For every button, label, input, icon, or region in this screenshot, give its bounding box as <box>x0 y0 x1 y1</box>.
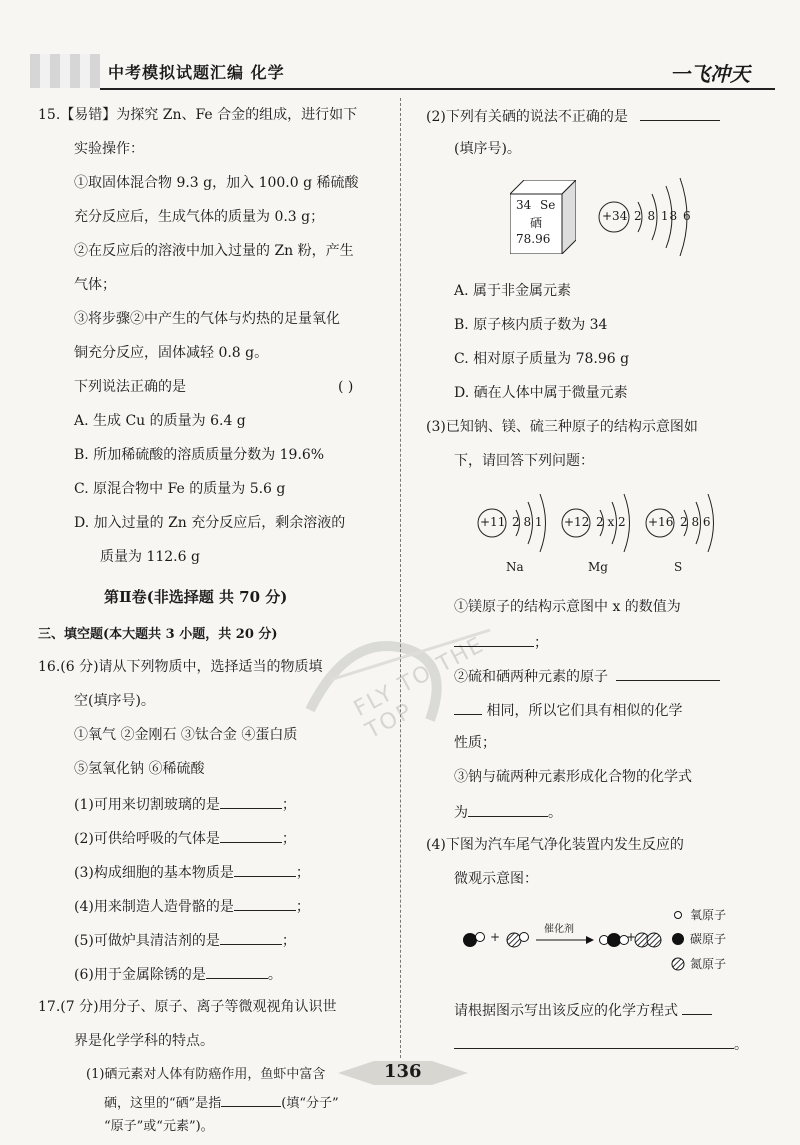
section-title: 第Ⅱ卷(非选择题 共 70 分) <box>104 588 288 606</box>
q16-sub5: (5)可做炉具清洁剂的是 ； <box>74 930 296 950</box>
q17-sub1b: 硒，这里的“硒”是指 (填“分子” <box>104 1092 339 1113</box>
q16-sub6: (6)用于金属除锈的是 。 <box>74 964 282 984</box>
cube-mass: 78.96 <box>516 232 551 246</box>
q15-option-d[interactable]: D. 加入过量的 Zn 充分反应后，剩余溶液的 <box>74 515 346 531</box>
q4-line3: 请根据图示写出该反应的化学方程式 <box>454 1000 712 1020</box>
q17-line1: 17.(7 分)用分子、原子、离子等微观视角认识世 <box>38 999 337 1015</box>
header-title: 中考模拟试题汇编 化学 <box>108 63 285 82</box>
legend-carbon: 碳原子 <box>690 932 727 946</box>
header-bar <box>30 50 775 96</box>
page-number: 136 <box>384 1061 422 1082</box>
q16-blank3[interactable] <box>234 862 296 877</box>
s-label: S <box>674 560 683 574</box>
q3-sub3-line2: 为 。 <box>454 802 562 822</box>
q16-line1: 16.(6 分)请从下列物质中，选择适当的物质填 <box>38 659 323 675</box>
q16-line2: 空(填序号)。 <box>74 693 155 709</box>
na-shell-values: 2 8 1 <box>512 515 543 529</box>
q16-options2: ⑤氢氧化钠 ⑥稀硫酸 <box>74 761 205 777</box>
q4-line4: 。 <box>454 1034 748 1054</box>
q16-sub3: (3)构成细胞的基本物质是 ； <box>74 862 310 882</box>
q3-sub2-line2: 相同，所以它们具有相似的化学 <box>454 700 682 720</box>
q17-line2: 界是化学学科的特点。 <box>74 1033 214 1049</box>
cube-name: 硒 <box>530 216 543 230</box>
na-label: Na <box>506 560 524 574</box>
mg-shell-values: 2 x 2 <box>596 515 626 529</box>
legend-nitrogen: 氮原子 <box>690 957 727 971</box>
q16-blank2[interactable] <box>220 828 282 843</box>
legend-oxygen: 氧原子 <box>690 908 727 922</box>
q3-sub2-line3: 性质； <box>454 735 496 751</box>
q4-blank-a[interactable] <box>682 1000 712 1015</box>
s-shell-values: 2 8 6 <box>680 515 711 529</box>
q15-option-b[interactable]: B. 所加稀硫酸的溶质质量分数为 19.6% <box>74 447 325 463</box>
q2-line2: (填序号)。 <box>454 141 521 157</box>
cube-number: 34 <box>516 198 532 212</box>
q2-option-b[interactable]: B. 原子核内质子数为 34 <box>454 317 608 333</box>
q3-blank1[interactable] <box>454 632 534 647</box>
q3-blank3[interactable] <box>468 802 548 817</box>
q15-line3: ①取固体混合物 9.3 g，加入 100.0 g 稀硫酸 <box>74 175 359 191</box>
q3-line2: 下，请回答下列问题： <box>454 453 594 469</box>
se-shells: 2 8 18 6 <box>634 209 692 223</box>
header-pattern <box>30 54 100 88</box>
s-atom <box>642 488 722 578</box>
q16-sub2: (2)可供给呼吸的气体是 ； <box>74 828 296 848</box>
q17-sub1a: (1)硒元素对人体有防癌作用，鱼虾中富含 <box>86 1067 326 1082</box>
q3-blank2b[interactable] <box>454 700 482 715</box>
na-atom <box>474 488 554 578</box>
q15-option-d-cont: 质量为 112.6 g <box>100 549 200 565</box>
q2-line1: (2)下列有关硒的说法不正确的是 <box>426 106 720 126</box>
header-rule <box>100 88 775 90</box>
q17-blank1[interactable] <box>221 1092 281 1107</box>
plus-sign-2: + <box>626 930 637 944</box>
q15-line6: 气体； <box>74 277 116 293</box>
q16-blank5[interactable] <box>220 930 282 945</box>
page-number-badge <box>338 1055 468 1091</box>
se-atom-diagram <box>596 172 706 262</box>
q15-line5: ②在反应后的溶液中加入过量的 Zn 粉，产生 <box>74 243 354 259</box>
part-heading: 三、填空题(本大题共 3 小题，共 20 分) <box>38 627 278 642</box>
q3-sub1-line2: ； <box>454 632 548 652</box>
q16-sub1: (1)可用来切割玻璃的是 ； <box>74 794 296 814</box>
q15-option-a[interactable]: A. 生成 Cu 的质量为 6.4 g <box>74 413 246 429</box>
se-nucleus: +34 <box>602 209 628 223</box>
q3-blank2a[interactable] <box>616 666 720 681</box>
q15-line4: 充分反应后，生成气体的质量为 0.3 g； <box>74 209 325 225</box>
q16-blank1[interactable] <box>220 794 282 809</box>
q15-line2: 实验操作： <box>74 141 144 157</box>
q4-line1: (4)下图为汽车尾气净化装置内发生反应的 <box>426 837 684 853</box>
column-divider <box>400 98 401 1058</box>
q15-line7: ③将步骤②中产生的气体与灼热的足量氧化 <box>74 311 340 327</box>
q3-sub1: ①镁原子的结构示意图中 x 的数值为 <box>454 599 681 615</box>
q2-option-a[interactable]: A. 属于非金属元素 <box>454 283 572 299</box>
na-nucleus: +11 <box>480 515 506 529</box>
q17-sub1c: “原子”或“元素”)。 <box>104 1119 214 1134</box>
atom-diagrams <box>474 488 714 578</box>
mg-atom <box>558 488 638 578</box>
q4-line2: 微观示意图： <box>454 871 538 887</box>
q15-prompt: 下列说法正确的是 <box>74 379 186 395</box>
q15-option-c[interactable]: C. 原混合物中 Fe 的质量为 5.6 g <box>74 481 286 497</box>
q2-blank[interactable] <box>640 106 720 121</box>
q2-option-d[interactable]: D. 硒在人体中属于微量元素 <box>454 385 628 401</box>
q3-sub2: ②硫和硒两种元素的原子 <box>454 666 720 686</box>
q16-sub4: (4)用来制造人造骨骼的是 ； <box>74 896 310 916</box>
q3-line1: (3)已知钠、镁、硫三种原子的结构示意图如 <box>426 419 698 435</box>
q4-blank-b[interactable] <box>454 1034 734 1049</box>
q15-answer-bracket[interactable]: ( ) <box>338 379 354 395</box>
q16-blank6[interactable] <box>206 964 268 979</box>
catalyst-label: 催化剂 <box>544 924 574 935</box>
q15-line8: 铜充分反应，固体减轻 0.8 g。 <box>74 345 269 361</box>
q15-line1: 15.【易错】为探究 Zn、Fe 合金的组成，进行如下 <box>38 107 358 123</box>
plus-sign-1: + <box>490 930 501 944</box>
q3-sub3: ③钠与硫两种元素形成化合物的化学式 <box>454 769 692 785</box>
q16-options1: ①氧气 ②金刚石 ③钛合金 ④蛋白质 <box>74 727 298 743</box>
mg-nucleus: +12 <box>564 515 590 529</box>
element-cube <box>510 180 576 254</box>
cube-symbol: Se <box>540 198 556 212</box>
watermark-text: FLY TO THE TOP <box>349 632 489 745</box>
s-nucleus: +16 <box>648 515 674 529</box>
q2-option-c[interactable]: C. 相对原子质量为 78.96 g <box>454 351 630 367</box>
reaction-diagram <box>458 904 758 984</box>
q16-blank4[interactable] <box>234 896 296 911</box>
mg-label: Mg <box>588 560 608 574</box>
brand-logo: 一飞冲天 <box>670 62 750 86</box>
